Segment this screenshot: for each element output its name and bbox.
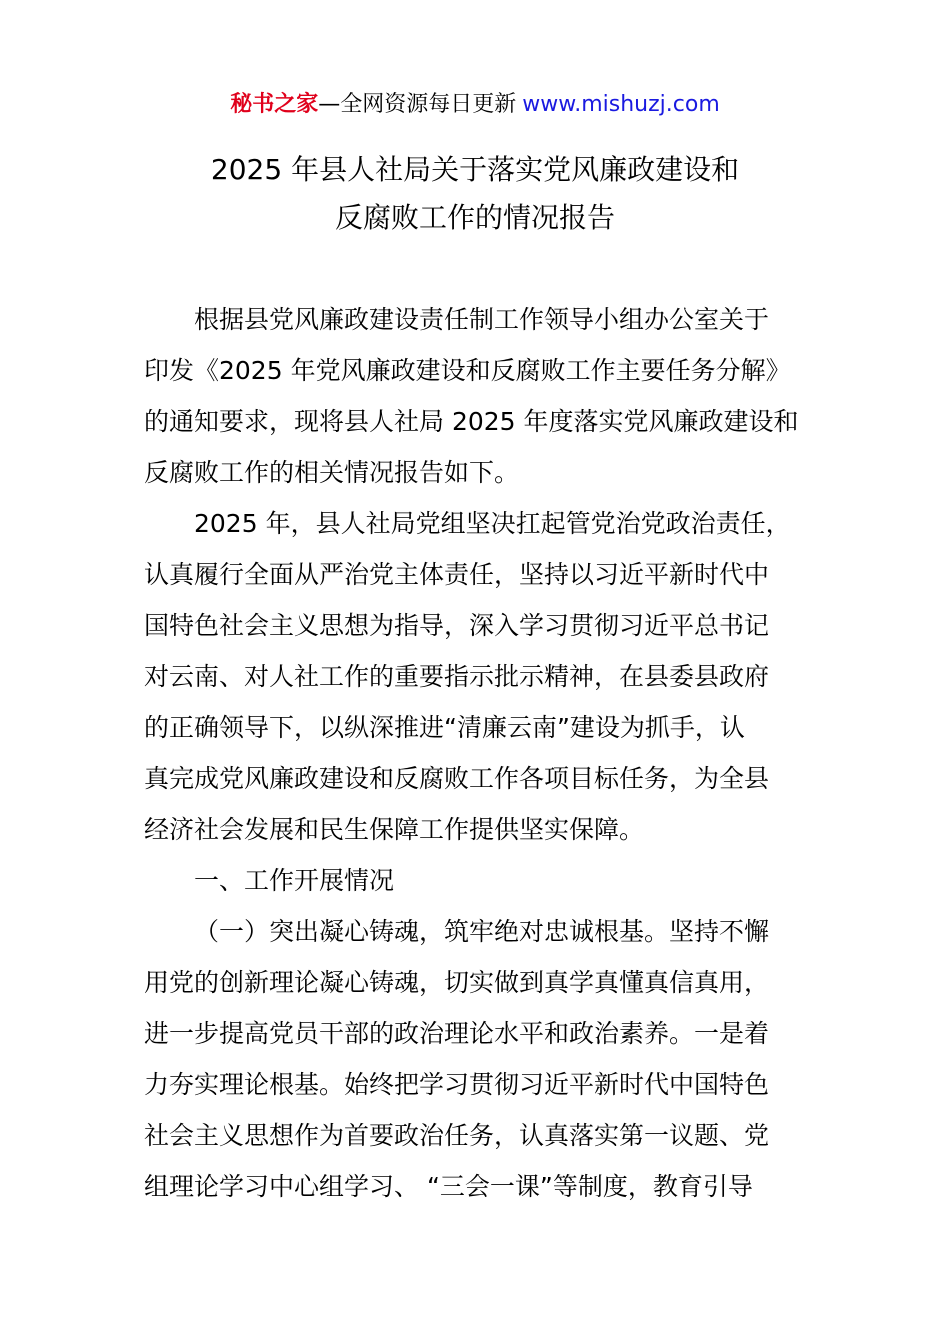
paragraph-1-line-1: 根据县党风廉政建设责任制工作领导小组办公室关于 — [194, 305, 770, 334]
paragraph-2-line-1: 2025 年，县人社局党组坚决扛起管党治党政治责任， — [194, 509, 791, 538]
paragraph-3-line-4: 力夯实理论根基。始终把学习贯彻习近平新时代中国特色 — [144, 1070, 770, 1099]
paragraph-1-line-4: 反腐败工作的相关情况报告如下。 — [144, 458, 520, 487]
paragraph-2-line-7: 经济社会发展和民生保障工作提供坚实保障。 — [144, 815, 645, 844]
header-slogan: 全网资源每日更新 — [340, 92, 517, 117]
paragraph-3-line-2: 用党的创新理论凝心铸魂，切实做到真学真懂真信真用， — [144, 968, 770, 997]
paragraph-2-line-2: 认真履行全面从严治党主体责任，坚持以习近平新时代中 — [144, 560, 770, 589]
page-header — [0, 88, 950, 122]
document-body — [144, 294, 808, 1212]
paragraph-3-line-1: （一）突出凝心铸魂，筑牢绝对忠诚根基。坚持不懈 — [194, 917, 770, 946]
paragraph-3-line-3: 进一步提高党员干部的政治理论水平和政治素养。一是着 — [144, 1019, 770, 1048]
brand-name: 秘书之家 — [230, 92, 319, 117]
title-line-1: 2025 年县人社局关于落实党风廉政建设和 — [210, 153, 740, 186]
site-url-link[interactable]: www.mishuzj.com — [522, 92, 720, 117]
paragraph-2-line-5: 的正确领导下，以纵深推进“清廉云南”建设为抓手，认 — [144, 713, 745, 742]
paragraph-2-line-4: 对云南、对人社工作的重要指示批示精神，在县委县政府 — [144, 662, 770, 691]
paragraph-3-line-6: 组理论学习中心组学习、 “三会一课”等制度，教育引导 — [144, 1172, 753, 1201]
paragraph-1-line-3: 的通知要求，现将县人社局 2025 年度落实党风廉政建设和 — [144, 407, 799, 436]
paragraph-2-line-3: 国特色社会主义思想为指导，深入学习贯彻习近平总书记 — [144, 611, 770, 640]
header-dash: — — [318, 92, 341, 117]
section-heading-1: 一、工作开展情况 — [194, 866, 395, 895]
document-title — [0, 146, 950, 242]
paragraph-1-line-2: 印发《2025 年党风廉政建设和反腐败工作主要任务分解》 — [144, 356, 791, 385]
title-line-2: 反腐败工作的情况报告 — [334, 201, 615, 234]
paragraph-2-line-6: 真完成党风廉政建设和反腐败工作各项目标任务，为全县 — [144, 764, 770, 793]
paragraph-3-line-5: 社会主义思想作为首要政治任务，认真落实第一议题、党 — [144, 1121, 770, 1150]
